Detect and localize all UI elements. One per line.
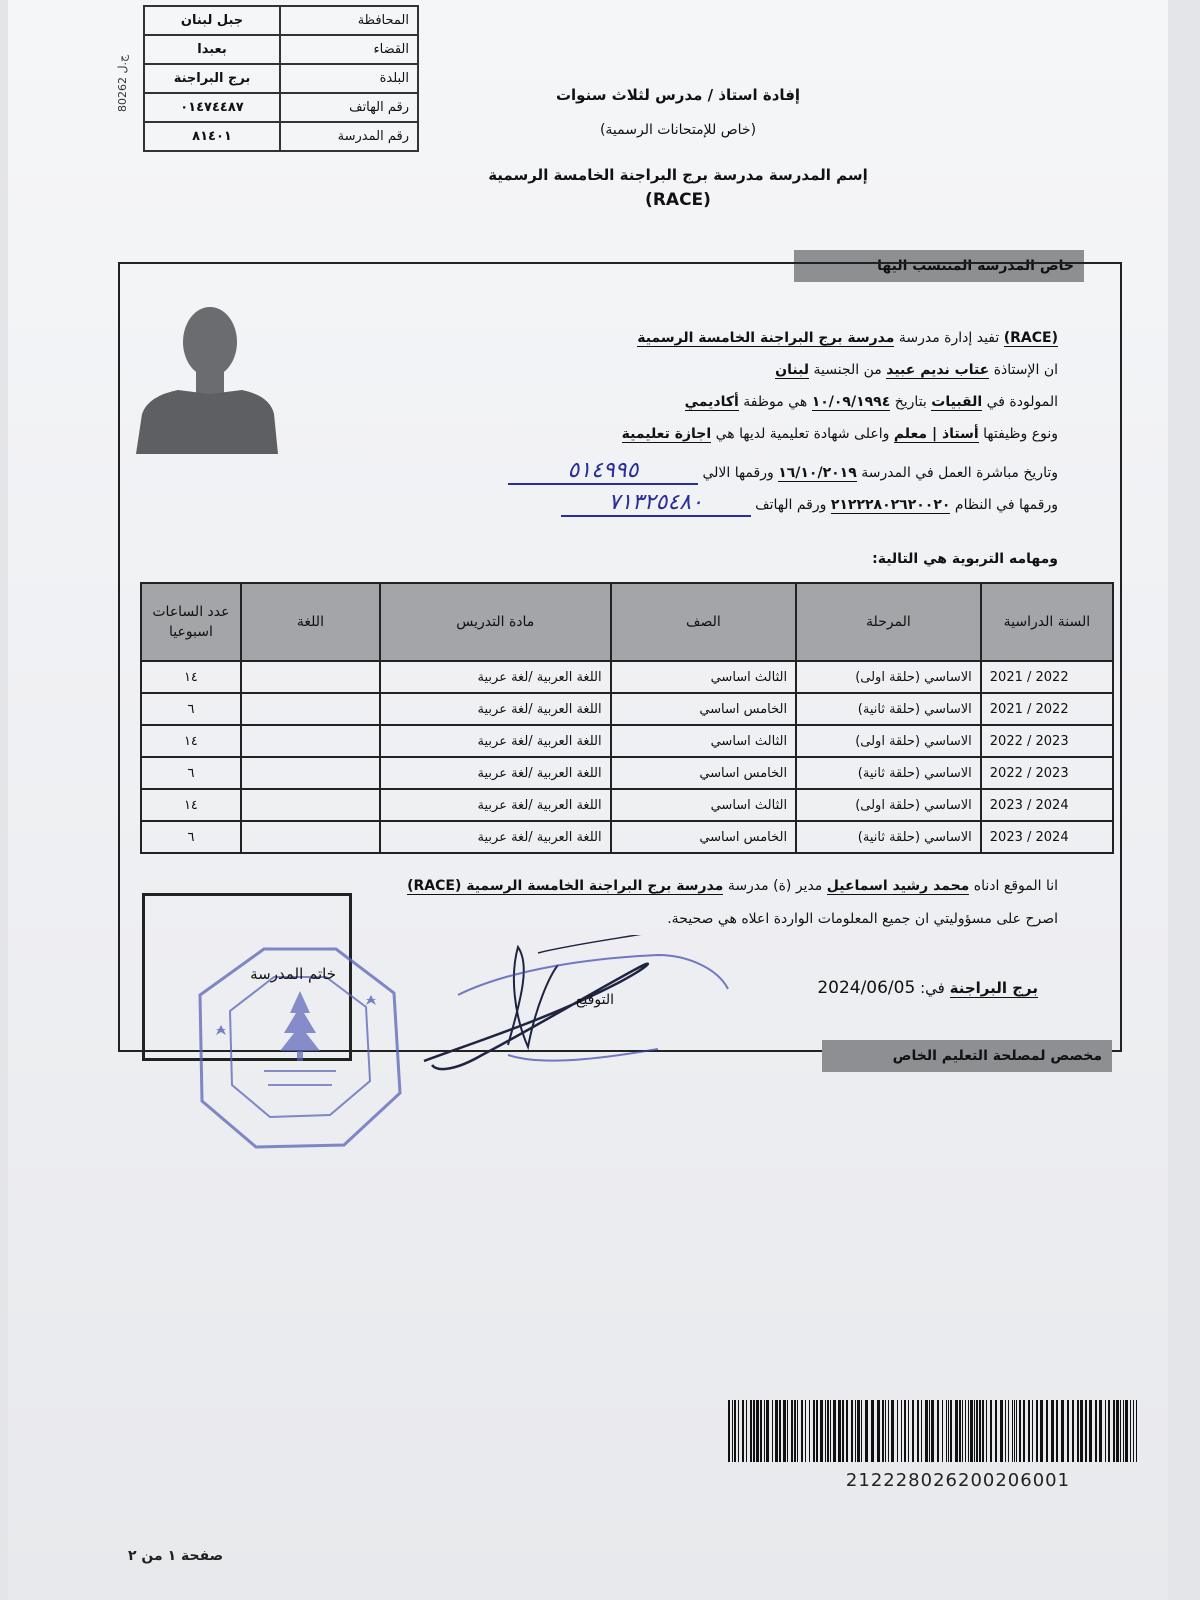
job-type: أستاذ | معلم xyxy=(893,426,979,442)
phone-handwritten: ٧١٣٢٥٤٨٠ xyxy=(608,490,703,515)
duty-row xyxy=(141,693,1113,725)
signature-label: التوقيع xyxy=(576,992,614,1008)
duty-cell-stage: الاساسي (حلقة اولى) xyxy=(796,725,981,757)
declaration-text: مدير (ة) مدرسة xyxy=(727,878,823,894)
director-name: محمد رشيد اسماعيل xyxy=(826,878,970,894)
info-row xyxy=(144,64,418,93)
declaration-school: مدرسة برج البراجنة الخامسة الرسمية (RACE) xyxy=(407,878,724,894)
duty-cell-subject: اللغة العربية /لغة عربية xyxy=(380,725,611,757)
statement-text: هي موظفة xyxy=(743,394,808,410)
statement-text: من الجنسية xyxy=(813,362,882,378)
document-subtitle: (خاص للإمتحانات الرسمية) xyxy=(599,122,757,138)
duty-cell-hours: ١٤ xyxy=(141,725,241,757)
school-name-inline: مدرسة برج البراجنة الخامسة الرسمية xyxy=(637,330,895,346)
duty-cell-stage: الاساسي (حلقة اولى) xyxy=(796,789,981,821)
statement-line-2 xyxy=(298,362,1058,378)
teacher-name: عتاب نديم عبيد xyxy=(886,362,990,378)
barcode-number: 212228026200206001 xyxy=(845,1470,1071,1491)
document-title: إفادة استاذ / مدرس لثلاث سنوات xyxy=(555,86,801,104)
employee-status: أكاديمي xyxy=(684,394,739,410)
duty-cell-subject: اللغة العربية /لغة عربية xyxy=(380,821,611,853)
duty-cell-class: الخامس اساسي xyxy=(611,757,797,789)
statement-line-3 xyxy=(298,394,1058,410)
duty-cell-stage: الاساسي (حلقة اولى) xyxy=(796,661,981,693)
duty-cell-year: 2022 / 2023 xyxy=(981,725,1113,757)
col-subject-header: مادة التدريس xyxy=(380,583,611,661)
duty-cell-class: الخامس اساسي xyxy=(611,821,797,853)
duty-cell-subject: اللغة العربية /لغة عربية xyxy=(380,661,611,693)
info-value: بعبدا xyxy=(144,35,280,64)
col-class-header: الصف xyxy=(611,583,797,661)
director-signature xyxy=(418,935,748,1095)
info-value: ٨١٤٠١ xyxy=(144,122,280,151)
duty-cell-hours: ٦ xyxy=(141,757,241,789)
statement-text: بتاريخ xyxy=(894,394,927,410)
duty-cell-language xyxy=(241,661,380,693)
page-number: صفحة ١ من ٢ xyxy=(128,1548,224,1564)
col-hours-header: عدد الساعات اسبوعيا xyxy=(141,583,241,661)
info-row xyxy=(144,35,418,64)
info-value: جبل لبنان xyxy=(144,6,280,35)
statement-text: المولودة في xyxy=(986,394,1058,410)
declaration-text: في: xyxy=(920,979,945,997)
birth-date: ١٠/٠٩/١٩٩٤ xyxy=(811,394,891,410)
duty-cell-subject: اللغة العربية /لغة عربية xyxy=(380,693,611,725)
document-sheet xyxy=(8,0,1168,1600)
info-row xyxy=(144,122,418,151)
duty-cell-language xyxy=(241,693,380,725)
school-info-table xyxy=(143,5,419,152)
duty-row xyxy=(141,661,1113,693)
statement-line-4 xyxy=(298,426,1058,442)
school-stamp-label: خاتم المدرسة xyxy=(250,965,336,983)
private-section-band: مخصص لمصلحة التعليم الخاص xyxy=(822,1040,1112,1072)
col-stage-header: المرحلة xyxy=(796,583,981,661)
duty-cell-stage: الاساسي (حلقة ثانية) xyxy=(796,821,981,853)
info-label: رقم المدرسة xyxy=(280,122,418,151)
info-row xyxy=(144,6,418,35)
col-language-header: اللغة xyxy=(241,583,380,661)
phone-field xyxy=(561,490,751,517)
statement-text: واعلى شهادة تعليمية لديها هي xyxy=(715,426,890,442)
computer-number-field xyxy=(508,458,698,485)
duty-row xyxy=(141,789,1113,821)
duty-cell-year: 2021 / 2022 xyxy=(981,661,1113,693)
duty-cell-hours: ٦ xyxy=(141,821,241,853)
person-photo-silhouette xyxy=(136,302,278,454)
side-reference-code: ج.ل 80262 xyxy=(116,54,129,112)
info-value: ٠١٤٧٤٤٨٧ xyxy=(144,93,280,122)
system-number: ٢١٢٢٢٨٠٢٦٢٠٠٢٠ xyxy=(830,497,951,513)
declaration-line-1 xyxy=(128,878,1058,894)
statement-text: ونوع وظيفتها xyxy=(983,426,1058,442)
nationality: لبنان xyxy=(775,362,810,378)
duty-cell-hours: ٦ xyxy=(141,693,241,725)
duties-table xyxy=(140,582,1114,854)
document-barcode xyxy=(728,1400,1140,1462)
place-date-line xyxy=(738,978,1038,998)
duty-cell-class: الخامس اساسي xyxy=(611,693,797,725)
info-label: المحافظة xyxy=(280,6,418,35)
duty-row xyxy=(141,725,1113,757)
info-row xyxy=(144,93,418,122)
duty-cell-class: الثالث اساسي xyxy=(611,789,797,821)
duty-cell-year: 2021 / 2022 xyxy=(981,693,1113,725)
col-year-header: السنة الدراسية xyxy=(981,583,1113,661)
duty-cell-language xyxy=(241,725,380,757)
duty-cell-stage: الاساسي (حلقة ثانية) xyxy=(796,757,981,789)
info-value: برج البراجنة xyxy=(144,64,280,93)
duty-cell-year: 2023 / 2024 xyxy=(981,789,1113,821)
start-date: ١٦/١٠/٢٠١٩ xyxy=(778,465,857,481)
duty-cell-class: الثالث اساسي xyxy=(611,661,797,693)
duties-title: ومهامه التربوية هي التالية: xyxy=(872,551,1058,567)
duty-cell-year: 2023 / 2024 xyxy=(981,821,1113,853)
statement-text: ان الإستاذة xyxy=(993,362,1058,378)
statement-text: تفيد إدارة مدرسة xyxy=(898,330,1000,346)
school-section-band: خاص المدرسة المنتسب اليها xyxy=(794,250,1084,282)
info-label: البلدة xyxy=(280,64,418,93)
statement-line-1 xyxy=(298,330,1058,346)
duty-cell-language xyxy=(241,757,380,789)
declaration-place: برج البراجنة xyxy=(949,979,1038,997)
duty-cell-subject: اللغة العربية /لغة عربية xyxy=(380,789,611,821)
birth-place: القبيات xyxy=(931,394,983,410)
info-label: رقم الهاتف xyxy=(280,93,418,122)
computer-number-handwritten: ٥١٤٩٩٥ xyxy=(567,458,639,483)
school-code: (RACE) xyxy=(645,190,711,210)
duty-cell-language xyxy=(241,821,380,853)
duty-cell-hours: ١٤ xyxy=(141,661,241,693)
duty-cell-class: الثالث اساسي xyxy=(611,725,797,757)
duty-cell-stage: الاساسي (حلقة ثانية) xyxy=(796,693,981,725)
statement-text: ورقمها الالي xyxy=(702,465,774,481)
school-code-inline: (RACE) xyxy=(1003,330,1058,346)
statement-text: ورقم الهاتف xyxy=(755,497,827,513)
statement-line-5 xyxy=(298,458,1058,485)
declaration-line-2: اصرح على مسؤوليتي ان جميع المعلومات الواردة اعلاه هي صحيحة. xyxy=(667,911,1058,927)
duty-cell-hours: ١٤ xyxy=(141,789,241,821)
school-name-line: إسم المدرسة مدرسة برج البراجنة الخامسة الرسمية xyxy=(488,166,868,184)
declaration-date: 2024/06/05 xyxy=(817,978,916,998)
duty-row xyxy=(141,821,1113,853)
duties-header-row xyxy=(141,583,1113,661)
statement-line-6 xyxy=(298,490,1058,517)
statement-text: ورقمها في النظام xyxy=(954,497,1058,513)
highest-certificate: اجازة تعليمية xyxy=(621,426,712,442)
duty-cell-year: 2022 / 2023 xyxy=(981,757,1113,789)
info-label: القضاء xyxy=(280,35,418,64)
duty-cell-subject: اللغة العربية /لغة عربية xyxy=(380,757,611,789)
statement-text: وتاريخ مباشرة العمل في المدرسة xyxy=(861,465,1058,481)
declaration-text: انا الموقع ادناه xyxy=(973,878,1058,894)
duty-cell-language xyxy=(241,789,380,821)
duty-row xyxy=(141,757,1113,789)
